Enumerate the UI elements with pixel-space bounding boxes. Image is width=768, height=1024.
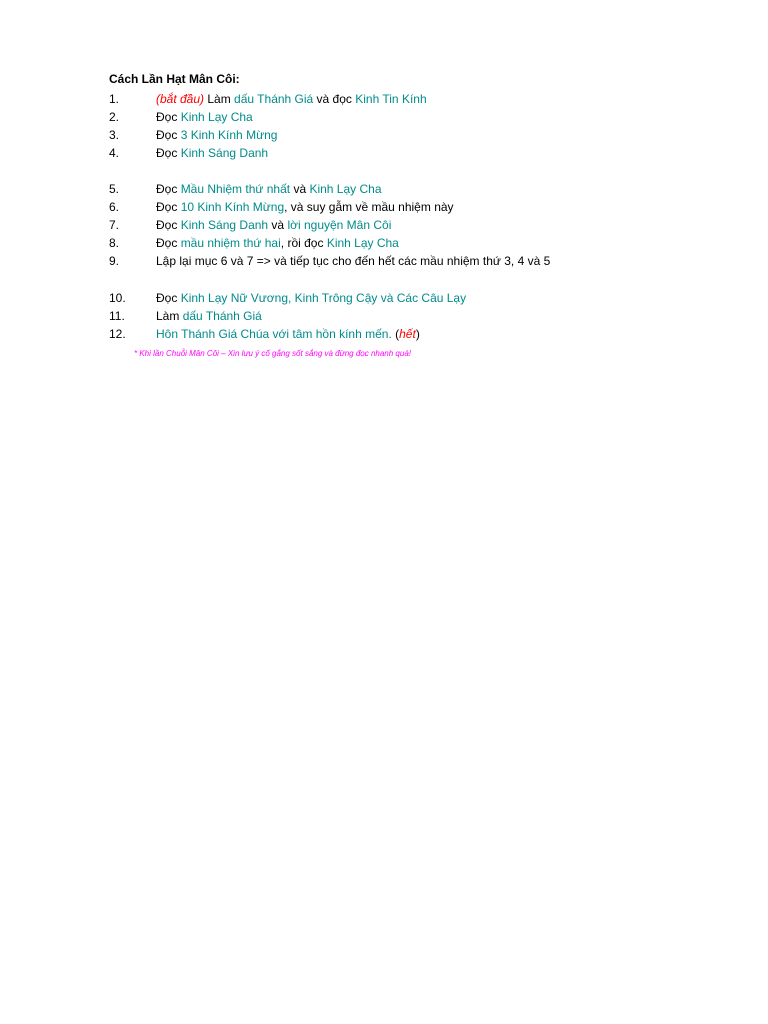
item-segment: và đọc	[313, 92, 356, 106]
item-segment: Làm	[156, 309, 183, 323]
prayer-name: 3 Kinh Kính Mừng	[180, 128, 278, 142]
item-text	[156, 145, 268, 161]
prayer-name: Kinh Lạy Nữ Vương, Kinh Trông Cậy và Các Câu Lạy	[180, 291, 467, 305]
item-segment: và	[290, 182, 310, 196]
item-text	[156, 109, 253, 125]
item-number: 8.	[109, 236, 120, 250]
prayer-name: Kinh Tin Kính	[355, 92, 427, 106]
item-text	[156, 235, 399, 251]
item-segment: Đọc	[156, 200, 181, 214]
item-number: 2.	[109, 110, 120, 124]
item-segment: , và suy gẫm về mầu nhiệm này	[284, 200, 454, 214]
item-number: 7.	[109, 218, 120, 232]
item-segment: Đọc	[156, 291, 181, 305]
item-text	[156, 290, 466, 306]
prayer-name: Mầu Nhiệm thứ nhất	[180, 182, 291, 196]
footnote: * Khi lần Chuỗi Mân Côi – Xin lưu ý cố gắng sốt sắng và đừng đọc nhanh quá!	[134, 349, 411, 358]
item-segment: Đọc	[156, 218, 181, 232]
item-text	[156, 326, 420, 342]
document-title: Cách Lần Hạt Mân Côi:	[109, 72, 240, 86]
item-number: 9.	[109, 254, 120, 268]
emphasis-text: hết	[399, 327, 416, 341]
item-text	[156, 91, 427, 107]
item-segment: Đọc	[156, 182, 181, 196]
prayer-name: 10 Kinh Kính Mừng	[180, 200, 285, 214]
item-segment: và	[268, 218, 288, 232]
item-text	[156, 217, 391, 233]
prayer-name: Kinh Sáng Danh	[180, 218, 269, 232]
item-segment: Lập lại mục 6 và 7 => và tiếp tục cho đến hết các mầu nhiệm thứ 3, 4 và 5	[156, 254, 551, 268]
prayer-name: Kinh Lạy Cha	[180, 110, 253, 124]
emphasis-text: (bắt đầu)	[156, 92, 205, 106]
item-text	[156, 199, 454, 215]
item-segment: (	[391, 327, 400, 341]
item-number: 6.	[109, 200, 120, 214]
item-text	[156, 253, 550, 269]
item-number: 5.	[109, 182, 120, 196]
item-segment: Đọc	[156, 128, 181, 142]
item-segment: Đọc	[156, 110, 181, 124]
prayer-name: lời nguyện Mân Côi	[287, 218, 392, 232]
prayer-name: Hôn Thánh Giá Chúa với tâm hồn kính mến.	[156, 327, 392, 341]
item-text	[156, 127, 277, 143]
item-segment: , rồi đọc	[280, 236, 327, 250]
item-number: 1.	[109, 92, 120, 106]
item-number: 10.	[109, 291, 126, 305]
prayer-name: mầu nhiệm thứ hai	[180, 236, 281, 250]
item-number: 11.	[109, 309, 125, 323]
item-segment: )	[415, 327, 420, 341]
item-number: 3.	[109, 128, 120, 142]
prayer-name: Kinh Sáng Danh	[180, 146, 269, 160]
prayer-name: Kinh Lạy Cha	[326, 236, 399, 250]
item-segment: Làm	[204, 92, 235, 106]
prayer-name: Kinh Lạy Cha	[309, 182, 382, 196]
item-segment: Đọc	[156, 146, 181, 160]
item-text	[156, 308, 262, 324]
item-number: 12.	[109, 327, 126, 341]
item-text	[156, 181, 382, 197]
prayer-name: dấu Thánh Giá	[234, 92, 314, 106]
prayer-name: dấu Thánh Giá	[182, 309, 262, 323]
item-number: 4.	[109, 146, 120, 160]
item-segment: Đọc	[156, 236, 181, 250]
